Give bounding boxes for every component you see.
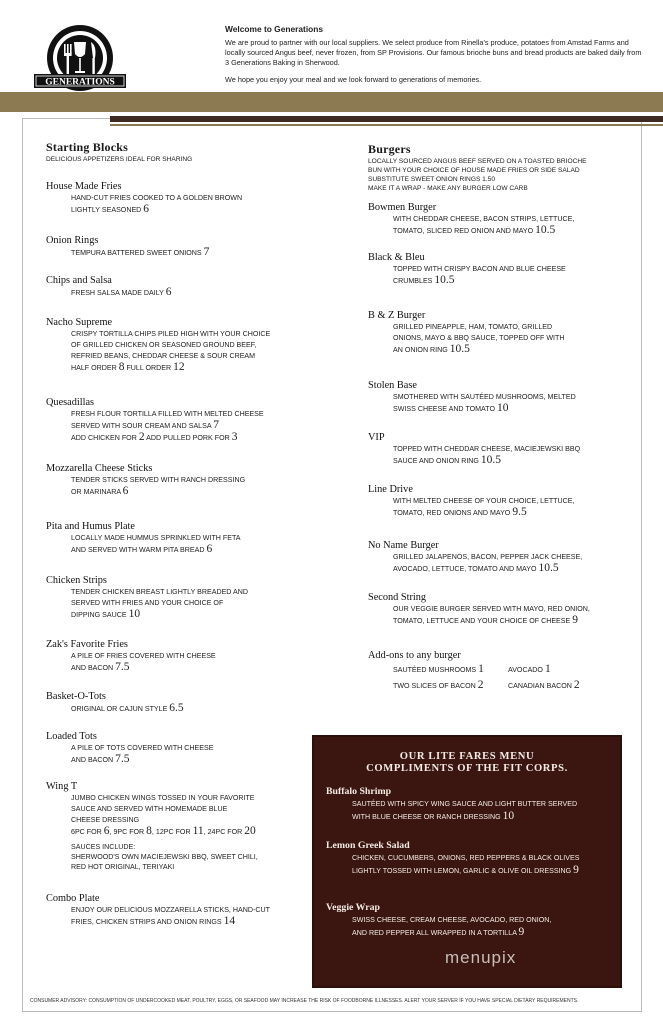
menu-item — [368, 591, 628, 627]
menu-item-price: 7.5 — [115, 661, 130, 673]
wing-count-label: 9PC FOR — [113, 828, 145, 836]
menu-item-description: SAUCE AND SERVED WITH HOMEMADE BLUE — [71, 805, 228, 813]
menu-item — [46, 316, 306, 374]
menu-item — [368, 201, 628, 237]
addon-cell — [393, 662, 508, 678]
menu-item-description: HAND-CUT FRIES COOKED TO A GOLDEN BROWN — [71, 194, 243, 202]
menu-item-description: REFRIED BEANS, CHEDDAR CHEESE & SOUR CREAM — [71, 352, 256, 360]
addon-price: 3 — [231, 431, 238, 443]
menu-item-description: AND BACON — [71, 664, 114, 672]
menu-item-description: SERVED WITH SOUR CREAM AND SALSA — [71, 422, 212, 430]
menu-item-description: OR MARINARA — [71, 488, 121, 496]
menu-item-description: AVOCADO, LETTUCE, TOMATO AND MAYO — [393, 565, 537, 573]
menu-item — [46, 780, 306, 872]
menu-item-description: JUMBO CHICKEN WINGS TOSSED IN YOUR FAVORITE — [71, 794, 255, 802]
menu-item — [46, 462, 306, 498]
menu-item-price: 9 — [573, 864, 579, 876]
sauce-line: SAUCES INCLUDE: — [71, 843, 136, 851]
menu-item — [368, 539, 628, 575]
addon-cell — [508, 662, 608, 678]
menu-item-description: TEMPURA BATTERED SWEET ONIONS — [71, 249, 202, 257]
menu-item-description: TOPPED WITH CRISPY BACON AND BLUE CHEESE — [393, 265, 566, 273]
logo-brand-name: GENERATIONS — [45, 77, 115, 88]
menu-item-last-line — [368, 344, 628, 356]
menu-item — [46, 396, 306, 444]
menu-item-last-line — [326, 864, 616, 877]
menu-item-description: AND SERVED WITH WARM PITA BREAD — [71, 546, 205, 554]
menu-item-description: GRILLED JALAPENOS, BACON, PEPPER JACK CHEESE, — [393, 553, 583, 561]
menu-item-name: Basket-O-Tots — [46, 691, 106, 702]
menu-item-description: TENDER CHICKEN BREAST LIGHTLY BREADED AND — [71, 588, 248, 596]
addons-title: Add-ons to any burger — [368, 650, 461, 661]
menu-item — [46, 574, 306, 621]
addon-label: ADD CHICKEN FOR — [71, 434, 137, 442]
menu-item-price: 12 — [173, 361, 185, 373]
menu-item-name: Stolen Base — [368, 380, 417, 391]
menu-item-description: DIPPING SAUCE — [71, 611, 127, 619]
menu-item-description: AND RED PEPPER ALL WRAPPED IN A TORTILLA — [352, 929, 517, 937]
menu-item-description: WITH BLUE CHEESE OR RANCH DRESSING — [352, 813, 501, 821]
menu-item — [46, 690, 306, 715]
menu-item-description: FRESH FLOUR TORTILLA FILLED WITH MELTED CHEESE — [71, 410, 264, 418]
menu-item-description: GRILLED PINEAPPLE, HAM, TOMATO, GRILLED — [393, 323, 553, 331]
menu-item-description: ORIGINAL OR CAJUN STYLE — [71, 705, 168, 713]
menu-item-name: House Made Fries — [46, 181, 122, 192]
section-subtitle-line: MAKE IT A WRAP - MAKE ANY BURGER LOW CARB — [368, 185, 528, 192]
menu-item-description: AN ONION RING — [393, 346, 448, 354]
addon-row — [368, 678, 628, 694]
addon-label: AVOCADO — [508, 666, 543, 674]
starting-blocks-section — [46, 140, 306, 927]
menu-item-description: CRUMBLES — [393, 277, 433, 285]
section-subtitle: DELICIOUS APPETIZERS IDEAL FOR SHARING — [46, 156, 193, 163]
menu-item-description: CHICKEN, CUCUMBERS, ONIONS, RED PEPPERS & BLACK OLIVES — [352, 854, 580, 862]
menu-item — [46, 234, 306, 259]
addon-price: 2 — [573, 679, 580, 691]
menu-item-last-line — [368, 225, 628, 237]
menu-item-name: Pita and Humus Plate — [46, 521, 135, 532]
menu-item-name: No Name Burger — [368, 540, 439, 551]
menu-item-price: 9 — [518, 926, 525, 938]
menu-item-name: Combo Plate — [46, 893, 100, 904]
addon-label: ADD PULLED PORK FOR — [146, 434, 230, 442]
menu-item-last-line — [46, 204, 306, 216]
consumer-advisory: CONSUMER ADVISORY: CONSUMPTION OF UNDERCOOKED MEAT, POULTRY, EGGS, OR SEAFOOD MAY INCREASE THE RISK OF FOODBORNE ILLNESSES. ALERT YOUR SERVER IF YOU HAVE SPECIAL DIETARY REQUIREMENTS. — [30, 998, 579, 1004]
menu-item — [46, 892, 306, 928]
menu-item-last-line — [326, 810, 616, 823]
menu-item — [46, 274, 306, 299]
menupix-watermark: menupix — [445, 948, 517, 967]
welcome-header — [225, 24, 645, 85]
menu-item-last-line — [46, 420, 306, 432]
menu-item-last-line — [368, 403, 628, 415]
menu-item-description: TOMATO, RED ONIONS AND MAYO — [393, 509, 511, 517]
addon-cell — [508, 678, 608, 694]
menu-item-price: 6 — [143, 203, 150, 215]
menu-item-last-line — [46, 609, 306, 621]
menu-item-description: SAUTÉED WITH SPICY WING SAUCE AND LIGHT BUTTER SERVED — [352, 800, 578, 808]
menu-item-price: 10.5 — [480, 454, 502, 466]
lite-title-line2: COMPLIMENTS OF THE FIT CORPS. — [366, 763, 568, 774]
section-title: Burgers — [368, 142, 411, 156]
menu-item-price: 8 — [118, 361, 125, 373]
menu-item-description: SWISS CHEESE, CREAM CHEESE, AVOCADO, RED ONION, — [352, 916, 552, 924]
menu-item-price: 6 — [122, 485, 129, 497]
header-thin-rule — [110, 124, 663, 126]
burger-addons — [368, 649, 628, 694]
menu-item-last-line — [326, 926, 616, 939]
wing-count-label: 6PC FOR — [71, 828, 102, 836]
menu-item — [326, 901, 616, 939]
menu-item-last-line — [46, 287, 306, 299]
menu-item — [368, 483, 628, 519]
menu-item-name: Mozzarella Cheese Sticks — [46, 463, 153, 474]
menu-item-last-line — [368, 615, 628, 627]
menu-item-addons — [46, 432, 306, 444]
menu-item-price: 14 — [223, 915, 236, 927]
menu-item — [368, 251, 628, 287]
menu-item-description: LIGHTLY TOSSED WITH LEMON, GARLIC & OLIVE OIL DRESSING — [352, 867, 572, 875]
menu-item-description: CRISPY TORTILLA CHIPS PILED HIGH WITH YOUR CHOICE — [71, 330, 271, 338]
menu-item-last-line — [46, 916, 306, 928]
menu-item-last-line — [46, 486, 306, 498]
menu-item-description: WITH CHEDDAR CHEESE, BACON STRIPS, LETTUCE, — [393, 215, 575, 223]
menu-item-price: 7 — [203, 246, 210, 258]
burgers-section — [368, 142, 628, 691]
sauce-line: SHERWOOD'S OWN MACIEJEWSKI BBQ, SWEET CHILI, — [71, 853, 258, 861]
addon-label: CANADIAN BACON — [508, 682, 572, 690]
welcome-title: Welcome to Generations — [225, 24, 324, 34]
menu-item-description: CHEESE DRESSING — [71, 816, 140, 824]
menu-item-description: FRESH SALSA MADE DAILY — [71, 289, 164, 297]
sauce-line: RED HOT ORIGINAL, TERIYAKI — [71, 863, 175, 871]
section-subtitle-line: BUN WITH YOUR CHOICE OF HOUSE MADE FRIES OR SIDE SALAD — [368, 167, 580, 174]
menu-item-price: 6 — [165, 286, 172, 298]
section-subtitle-line: SUBSTITUTE SWEET ONION RINGS 1.50 — [368, 176, 496, 183]
menu-item-name: Black & Bleu — [368, 252, 425, 263]
menu-item-description: SERVED WITH FRIES AND YOUR CHOICE OF — [71, 599, 224, 607]
menu-item-name: Second String — [368, 592, 427, 603]
menu-item-description: WITH MELTED CHEESE OF YOUR CHOICE, LETTUCE, — [393, 497, 575, 505]
menu-item-last-line — [368, 563, 628, 575]
addon-price: 1 — [478, 663, 484, 675]
menu-item — [46, 730, 306, 766]
menu-item-price: 9 — [572, 614, 578, 626]
menu-item-description: OUR VEGGIE BURGER SERVED WITH MAYO, RED ONION, — [393, 605, 590, 613]
menu-item-price: 6.5 — [169, 702, 184, 714]
wing-price: 20 — [244, 825, 256, 837]
menu-item-description: TOMATO, SLICED RED ONION AND MAYO — [393, 227, 534, 235]
wing-count-label: 12PC FOR — [155, 828, 191, 836]
menu-item — [368, 309, 628, 356]
menu-item-last-line — [46, 754, 306, 766]
menu-item-description: HALF ORDER — [71, 364, 117, 372]
menu-item-price: 10.5 — [449, 343, 470, 355]
addon-price: 2 — [477, 679, 484, 691]
menu-item-name: Chips and Salsa — [46, 275, 112, 286]
menu-item-name: Zak's Favorite Fries — [46, 639, 128, 650]
menu-item-description: OF GRILLED CHICKEN OR SEASONED GROUND BEEF, — [71, 341, 257, 349]
menu-item-price: 10.5 — [434, 274, 455, 286]
menu-item-name: Chicken Strips — [46, 575, 107, 586]
menu-item-name: Line Drive — [368, 484, 413, 495]
welcome-paragraph: We are proud to partner with our local suppliers. We select produce from Rinella's produce, potatoes from Amstad Farms and locally sourced Angus beef, never frozen, from SP Provisions. Our famous brioche buns and bread products are baked daily from 3 Generations Baking in Sherwood. — [225, 38, 642, 67]
addon-label: TWO SLICES OF BACON — [393, 682, 476, 690]
menu-item — [326, 785, 616, 823]
menu-item-name: Wing T — [46, 781, 78, 792]
menu-item-price: 10.5 — [535, 224, 556, 236]
wing-price-list: 6PC FOR 6, 9PC FOR 8, 12PC FOR 11, 24PC FOR 20 — [71, 825, 256, 837]
menu-item-name: Lemon Greek Salad — [326, 840, 410, 851]
menu-item-description: SWISS CHEESE AND TOMATO — [393, 405, 495, 413]
welcome-closing: We hope you enjoy your meal and we look forward to generations of memories. — [225, 75, 482, 84]
menu-item-description: SAUCE AND ONION RING — [393, 457, 479, 465]
wing-count-label: 24PC FOR — [207, 828, 243, 836]
addon-label: SAUTÉED MUSHROOMS — [393, 666, 477, 674]
menu-item — [326, 839, 616, 877]
menu-item-price: 7.5 — [115, 753, 130, 765]
menu-item-description: TOPPED WITH CHEDDAR CHEESE, MACIEJEWSKI BBQ — [393, 445, 581, 453]
menu-item-description: ONIONS, MAYO & BBQ SAUCE, TOPPED OFF WITH — [393, 334, 565, 342]
menu-item-last-line — [46, 703, 306, 715]
menu-item-name: VIP — [368, 432, 385, 443]
menu-item-name: B & Z Burger — [368, 310, 426, 321]
addon-cell — [393, 678, 508, 694]
menu-item-last-line — [46, 362, 306, 374]
menu-item-last-line — [368, 275, 628, 287]
menu-item-description: A PILE OF TOTS COVERED WITH CHEESE — [71, 744, 214, 752]
menu-item-description: A PILE OF FRIES COVERED WITH CHEESE — [71, 652, 216, 660]
menu-item-name: Loaded Tots — [46, 731, 97, 742]
menu-item — [46, 180, 306, 216]
menu-item-price: 10 — [502, 810, 515, 822]
menu-item-price: 10 — [128, 608, 141, 620]
section-subtitle-line: LOCALLY SOURCED ANGUS BEEF SERVED ON A TOASTED BRIOCHE — [368, 158, 587, 165]
menu-item-price: 10 — [496, 402, 509, 414]
menu-item-description: ENJOY OUR DELICIOUS MOZZARELLA STICKS, HAND-CUT — [71, 906, 270, 914]
menu-item — [368, 379, 628, 415]
menu-item-last-line — [46, 544, 306, 556]
menu-item-last-line — [368, 455, 628, 467]
menu-item — [46, 520, 306, 556]
menu-item-price: 6 — [206, 543, 213, 555]
addon-price: 2 — [138, 431, 145, 443]
header-gold-band — [0, 92, 663, 112]
menu-item-option: FULL ORDER — [126, 364, 172, 372]
menu-item-last-line — [46, 247, 306, 259]
menu-item-description: LIGHTLY SEASONED — [71, 206, 142, 214]
wing-price: 8 — [146, 825, 152, 837]
menu-item-name: Onion Rings — [46, 235, 99, 246]
menu-item — [46, 638, 306, 674]
menu-item-name: Quesadillas — [46, 397, 95, 408]
menu-item-name: Bowmen Burger — [368, 202, 437, 213]
section-title: Starting Blocks — [46, 140, 129, 154]
header-dark-rule — [110, 116, 663, 122]
menu-item-last-line — [46, 662, 306, 674]
wing-price: 6 — [103, 825, 110, 837]
menu-item — [368, 431, 628, 467]
menu-item-price: 10.5 — [538, 562, 559, 574]
menu-item-description: AND BACON — [71, 756, 114, 764]
addon-price: 1 — [544, 663, 551, 675]
menu-item-description: LOCALLY MADE HUMMUS SPRINKLED WITH FETA — [71, 534, 241, 542]
menu-item-name: Nacho Supreme — [46, 317, 113, 328]
menu-item-price: 7 — [213, 419, 219, 431]
menu-item-name: Veggie Wrap — [326, 902, 380, 913]
menu-item-description: FRIES, CHICKEN STRIPS AND ONION RINGS — [71, 918, 222, 926]
lite-title-line1: OUR LITE FARES MENU — [399, 751, 535, 762]
menu-item-description: TOMATO, LETTUCE AND YOUR CHOICE OF CHEESE — [393, 617, 571, 625]
addon-row — [368, 662, 628, 678]
menu-item-description: TENDER STICKS SERVED WITH RANCH DRESSING — [71, 476, 246, 484]
wing-price: 11 — [192, 825, 204, 837]
menu-item-price: 9.5 — [512, 506, 527, 518]
menu-item-last-line — [368, 507, 628, 519]
menu-item-name: Buffalo Shrimp — [326, 786, 392, 797]
menu-item-description: SMOTHERED WITH SAUTÉED MUSHROOMS, MELTED — [393, 393, 576, 401]
